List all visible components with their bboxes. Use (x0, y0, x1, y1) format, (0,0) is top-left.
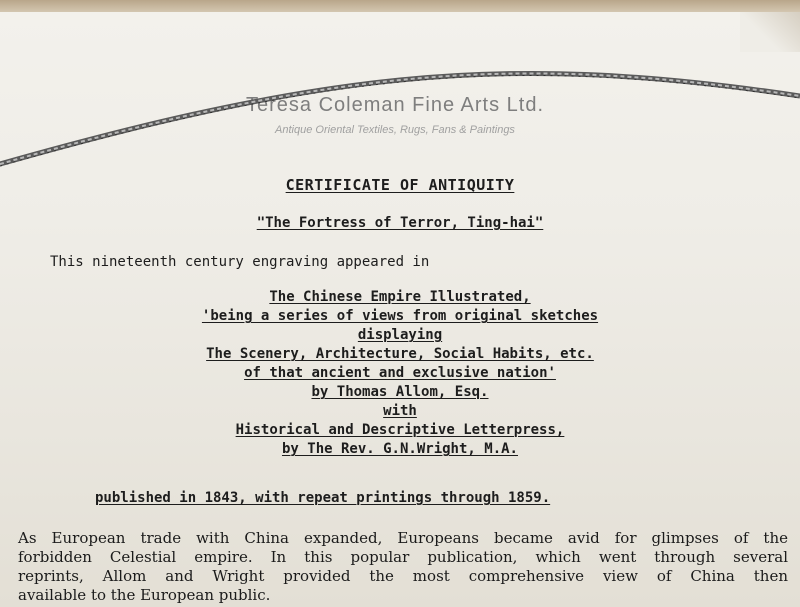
book-line: of that ancient and exclusive nation' (244, 365, 556, 381)
book-line: by Thomas Allom, Esq. (311, 384, 489, 400)
book-line: The Chinese Empire Illustrated, (269, 289, 531, 305)
book-line: The Scenery, Architecture, Social Habits, etc. (206, 346, 594, 362)
book-line: displaying (357, 327, 443, 343)
certificate-heading: CERTIFICATE OF ANTIQUITY (285, 176, 515, 194)
letterhead-tagline: Antique Oriental Textiles, Rugs, Fans & Paintings (275, 124, 515, 136)
book-line: with (383, 403, 417, 419)
paragraph-line: forbidden Celestial empire. In this popular publication, which went through several (18, 548, 788, 566)
letterhead-company: Teresa Coleman Fine Arts Ltd. (245, 94, 544, 116)
paragraph-line: As European trade with China expanded, Europeans became avid for glimpses of the (18, 529, 788, 547)
hanging-wire (0, 12, 800, 212)
book-line: 'being a series of views from original sketches (201, 308, 599, 324)
publication-note: published in 1843, with repeat printings through 1859. (95, 490, 551, 506)
book-line: Historical and Descriptive Letterpress, (235, 422, 565, 438)
book-line: by The Rev. G.N.Wright, M.A. (281, 441, 518, 457)
description-paragraph (18, 529, 788, 605)
certificate-subject: "The Fortress of Terror, Ting-hai" (256, 215, 544, 231)
paragraph-line: reprints, Allom and Wright provided the most comprehensive view of China then (18, 567, 788, 585)
certificate-paper (0, 12, 800, 607)
certificate-intro: This nineteenth century engraving appeared in (50, 254, 430, 270)
paragraph-line: available to the European public. (18, 586, 271, 604)
